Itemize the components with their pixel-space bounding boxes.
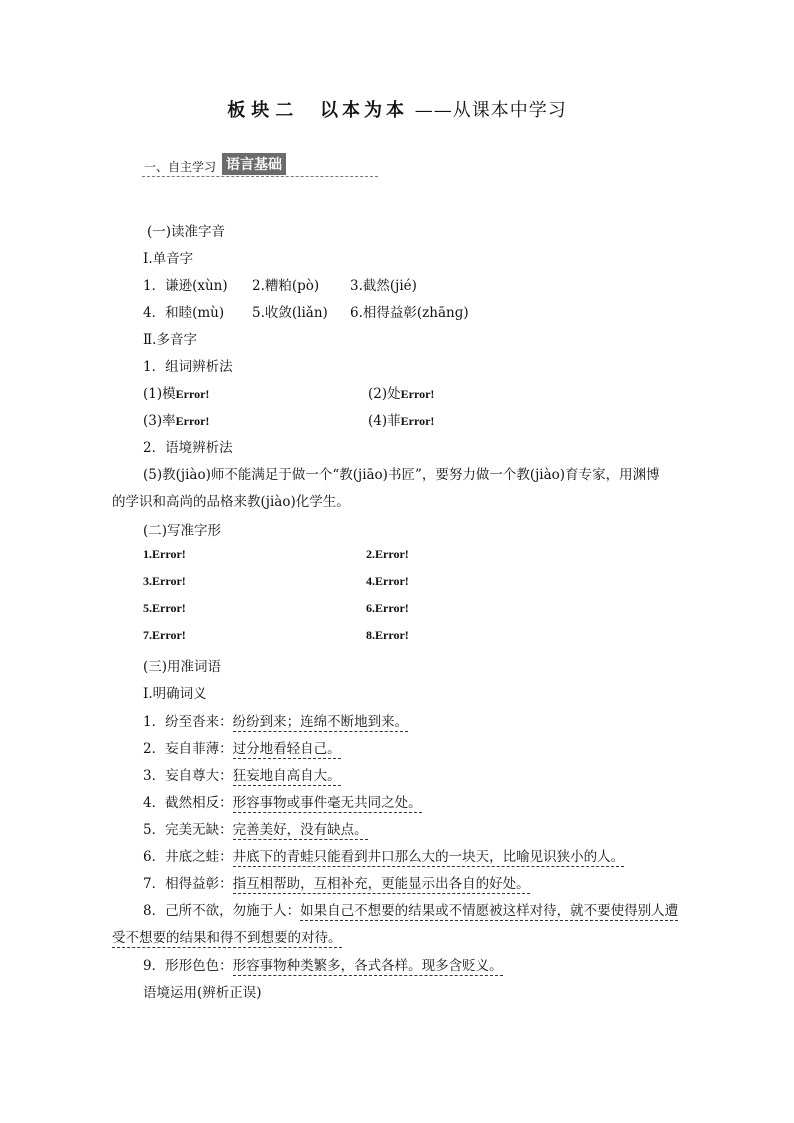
definition-text: 指互相帮助，互相补充，更能显示出各自的好处。	[232, 876, 530, 892]
single-char-item: 5.收敛(liǎn)	[252, 305, 328, 321]
title-part2: 以本为本	[320, 100, 408, 121]
context-use-heading: 语境运用(辨析正误)	[143, 985, 262, 1001]
method1-heading: 1．组词辨析法	[143, 359, 233, 375]
definition-text: 狂妄地自高自大。	[232, 768, 341, 784]
error-field: Error!	[400, 414, 435, 428]
definition-item-continuation	[112, 926, 342, 946]
definition-item: 9．形形色色：形容事物种类繁多，各式各样。现多含贬义。	[143, 958, 503, 974]
section-label-badge: 语言基础	[222, 153, 286, 175]
method2-heading: 2．语境辨析法	[143, 440, 233, 456]
context-paragraph-line: (5)教(jiào)师不能满足于做一个“教(jiāo)书匠”，要努力做一个教(jiào)育专家，用渊博	[143, 467, 660, 483]
definition-item: 2．妄自菲薄：过分地看轻自己。	[143, 741, 341, 757]
definition-text: 过分地看轻自己。	[232, 741, 341, 757]
multi-char-item: (1)模Error!	[143, 386, 210, 402]
definition-text: 受不想要的结果和得不到想要的对待。	[112, 930, 342, 946]
writing-item: 3.Error!	[143, 574, 186, 588]
writing-item: 8.Error!	[366, 628, 409, 642]
title-part1: 板块二	[227, 100, 300, 121]
definition-item: 3．妄自尊大：狂妄地自高自大。	[143, 768, 341, 784]
definition-item: 8．己所不欲，勿施于人：如果自己不想要的结果或不情愿被这样对待，就不要使得别人遭	[143, 903, 679, 919]
writing-item: 7.Error!	[143, 628, 186, 642]
words-heading: (三)用准词语	[143, 659, 222, 675]
single-char-item: 2.糟粕(pò)	[252, 278, 320, 294]
title-part3: ——从课本中学习	[414, 100, 567, 121]
section-header	[142, 152, 378, 177]
words-subheading: Ⅰ.明确词义	[143, 686, 207, 702]
pronunciation-heading: (一)读准字音	[147, 224, 226, 240]
multi-char-item: (3)率Error!	[143, 413, 210, 429]
single-char-item: 3.截然(jié)	[350, 278, 417, 294]
single-char-item: 4．和睦(mù)	[143, 305, 225, 321]
writing-heading: (二)写准字形	[143, 523, 222, 539]
definition-item: 5．完美无缺：完善美好，没有缺点。	[143, 822, 368, 838]
definition-text: 形容事物或事件毫无共同之处。	[232, 795, 422, 811]
definition-item: 4．截然相反：形容事物或事件毫无共同之处。	[143, 795, 422, 811]
single-char-item: 6.相得益彰(zhānɡ)	[350, 305, 469, 321]
section-prefix: 一、自主学习	[144, 160, 217, 174]
definition-text: 井底下的青蛙只能看到井口那么大的一块天，比喻见识狭小的人。	[232, 849, 625, 865]
context-paragraph-line: 的学识和高尚的品格来教(jiào)化学生。	[112, 494, 350, 510]
definition-text: 如果自己不想要的结果或不情愿被这样对待，就不要使得别人遭	[300, 903, 679, 919]
definition-text: 形容事物种类繁多，各式各样。现多含贬义。	[232, 958, 503, 974]
error-field: Error!	[175, 387, 210, 401]
writing-item: 5.Error!	[143, 601, 186, 615]
single-char-heading: Ⅰ.单音字	[143, 251, 194, 267]
error-field: Error!	[400, 387, 435, 401]
writing-item: 4.Error!	[366, 574, 409, 588]
page-title	[0, 96, 794, 122]
error-field: Error!	[175, 414, 210, 428]
multi-char-item: (4)菲Error!	[368, 413, 435, 429]
writing-item: 2.Error!	[366, 547, 409, 561]
definition-text: 完善美好，没有缺点。	[232, 822, 368, 838]
definition-item: 1．纷至沓来：纷纷到来；连绵不断地到来。	[143, 714, 409, 730]
writing-item: 6.Error!	[366, 601, 409, 615]
definition-item: 7．相得益彰：指互相帮助，互相补充，更能显示出各自的好处。	[143, 876, 530, 892]
definition-item: 6．井底之蛙：井底下的青蛙只能看到井口那么大的一块天，比喻见识狭小的人。	[143, 849, 625, 865]
definition-text: 纷纷到来；连绵不断地到来。	[232, 714, 409, 730]
single-char-item: 1．谦逊(xùn)	[143, 278, 228, 294]
multi-char-heading: Ⅱ.多音字	[143, 332, 197, 348]
multi-char-item: (2)处Error!	[368, 386, 435, 402]
writing-item: 1.Error!	[143, 547, 186, 561]
